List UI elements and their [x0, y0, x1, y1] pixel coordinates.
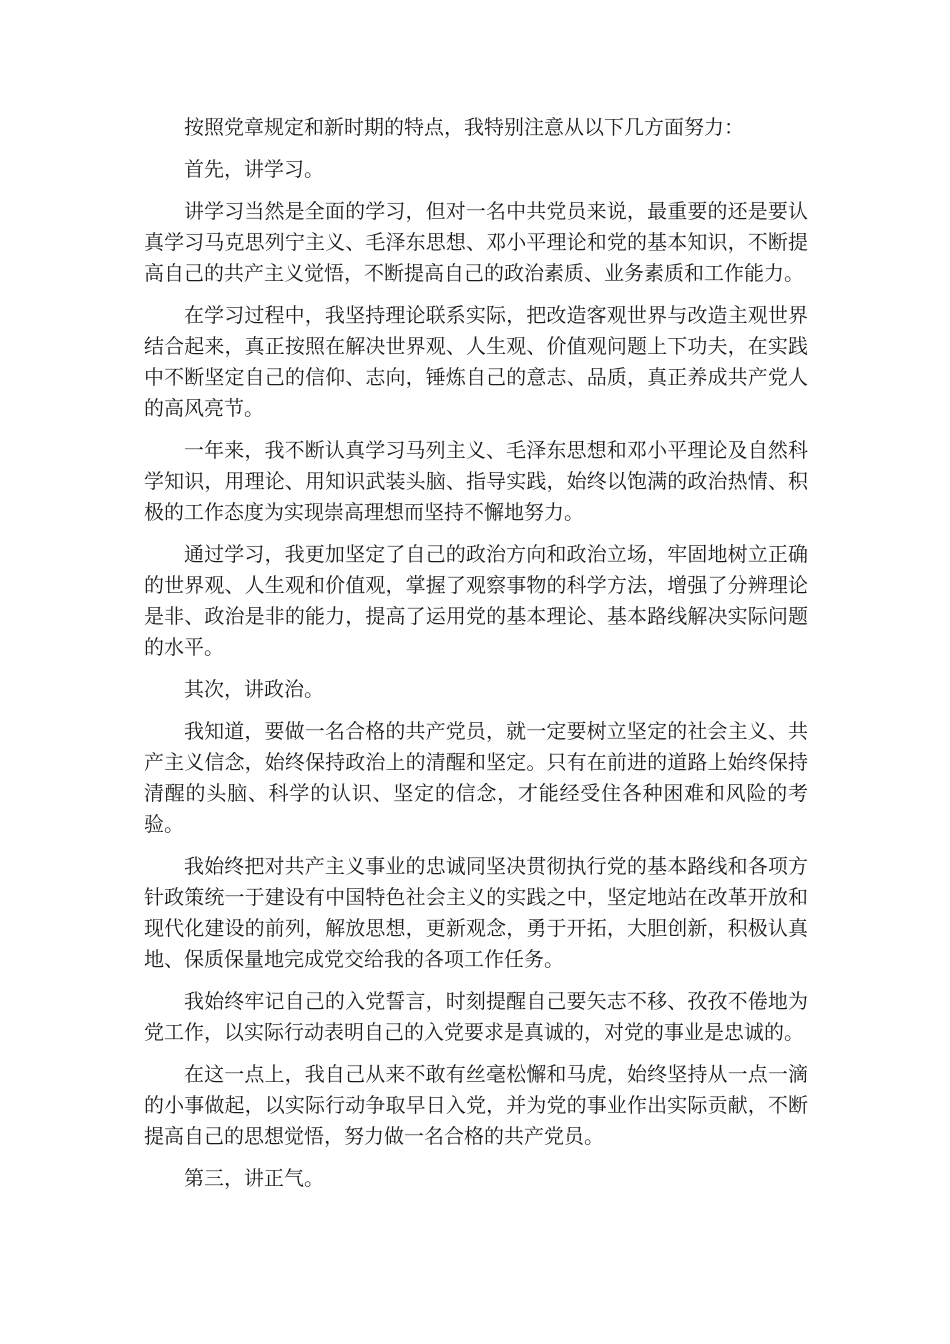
paragraph-study-2: 在学习过程中，我坚持理论联系实际，把改造客观世界与改造主观世界结合起来，真正按照在解决世界观、人生观、价值观问题上下功夫，在实践中不断坚定自己的信仰、志向，锤炼自己的意志、品质，真正养成共产党人的高风亮节。 — [144, 303, 808, 420]
paragraph-intro: 按照党章规定和新时期的特点，我特别注意从以下几方面努力： — [184, 115, 744, 139]
heading-second-politics: 其次，讲政治。 — [184, 677, 324, 701]
paragraph-politics-3: 我始终牢记自己的入党誓言，时刻提醒自己要矢志不移、孜孜不倦地为党工作，以实际行动表明自己的入党要求是真诚的，对党的事业是忠诚的。 — [144, 989, 808, 1044]
heading-first-study: 首先，讲学习。 — [184, 157, 324, 181]
paragraph-study-1: 讲学习当然是全面的学习，但对一名中共党员来说，最重要的还是要认真学习马克思列宁主义、毛泽东思想、邓小平理论和党的基本知识，不断提高自己的共产主义觉悟，不断提高自己的政治素质、业务素质和工作能力。 — [144, 199, 808, 285]
paragraph-politics-4: 在这一点上，我自己从来不敢有丝毫松懈和马虎，始终坚持从一点一滴的小事做起，以实际行动争取早日入党，并为党的事业作出实际贡献，不断提高自己的思想觉悟，努力做一名合格的共产党员。 — [144, 1062, 808, 1148]
paragraph-politics-2: 我始终把对共产主义事业的忠诚同坚决贯彻执行党的基本路线和各项方针政策统一于建设有中国特色社会主义的实践之中，坚定地站在改革开放和现代化建设的前列，解放思想，更新观念，勇于开拓，大胆创新，积极认真地、保质保量地完成党交给我的各项工作任务。 — [144, 854, 808, 971]
heading-third-integrity: 第三，讲正气。 — [184, 1166, 324, 1190]
paragraph-study-3: 一年来，我不断认真学习马列主义、毛泽东思想和邓小平理论及自然科学知识，用理论、用知识武装头脑、指导实践，始终以饱满的政治热情、积极的工作态度为实现崇高理想而坚持不懈地努力。 — [144, 438, 808, 524]
document-body — [144, 112, 808, 1205]
paragraph-politics-1: 我知道，要做一名合格的共产党员，就一定要树立坚定的社会主义、共产主义信念，始终保持政治上的清醒和坚定。只有在前进的道路上始终保持清醒的头脑、科学的认识、坚定的信念，才能经受住各种困难和风险的考验。 — [144, 719, 808, 836]
paragraph-study-4: 通过学习，我更加坚定了自己的政治方向和政治立场，牢固地树立正确的世界观、人生观和价值观，掌握了观察事物的科学方法，增强了分辨理论是非、政治是非的能力，提高了运用党的基本理论、基本路线解决实际问题的水平。 — [144, 542, 808, 659]
